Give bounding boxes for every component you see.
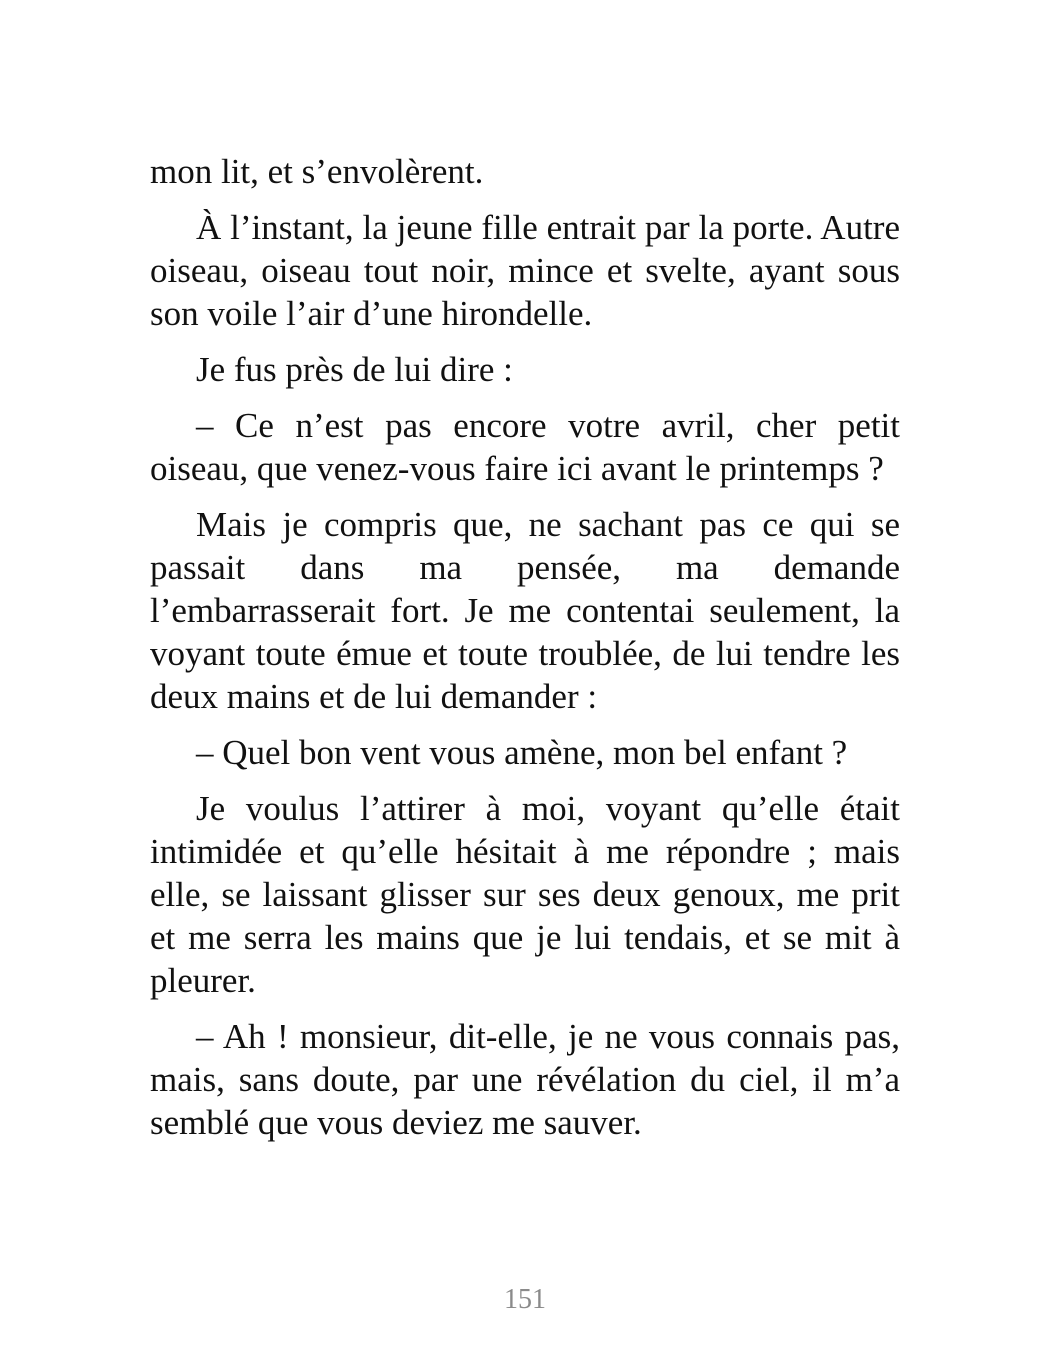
page-number: 151 [504, 1284, 546, 1315]
dialogue-paragraph: – Ce n’est pas encore votre avril, cher petit oiseau, que venez-vous faire ici avant le printemps ? [150, 406, 900, 488]
dialogue-paragraph: – Ah ! monsieur, dit-elle, je ne vous connais pas, mais, sans doute, par une révélation du ciel, il m’a semblé que vous deviez me sauver. [150, 1017, 900, 1142]
paragraph: Je voulus l’attirer à moi, voyant qu’elle était intimidée et qu’elle hésitait à me répondre ; mais elle, se laissant glisser sur ses deux genoux, me prit et me serra les mains que je lui tendais, et se mit à pleurer. [150, 789, 900, 1000]
paragraph: Mais je compris que, ne sachant pas ce qui se passait dans ma pensée, ma demande l’embarrasserait fort. Je me contentai seulement, la voyant toute émue et toute troublée, de lui tendre les deux mains et de lui demander : [150, 505, 900, 716]
text-body [150, 150, 900, 1157]
paragraph: Je fus près de lui dire : [196, 350, 513, 389]
dialogue-paragraph: – Quel bon vent vous amène, mon bel enfant ? [196, 733, 848, 772]
paragraph: À l’instant, la jeune fille entrait par la porte. Autre oiseau, oiseau tout noir, mince et svelte, ayant sous son voile l’air d’une hirondelle. [150, 208, 900, 333]
paragraph-continuation: mon lit, et s’envolèrent. [150, 152, 484, 191]
